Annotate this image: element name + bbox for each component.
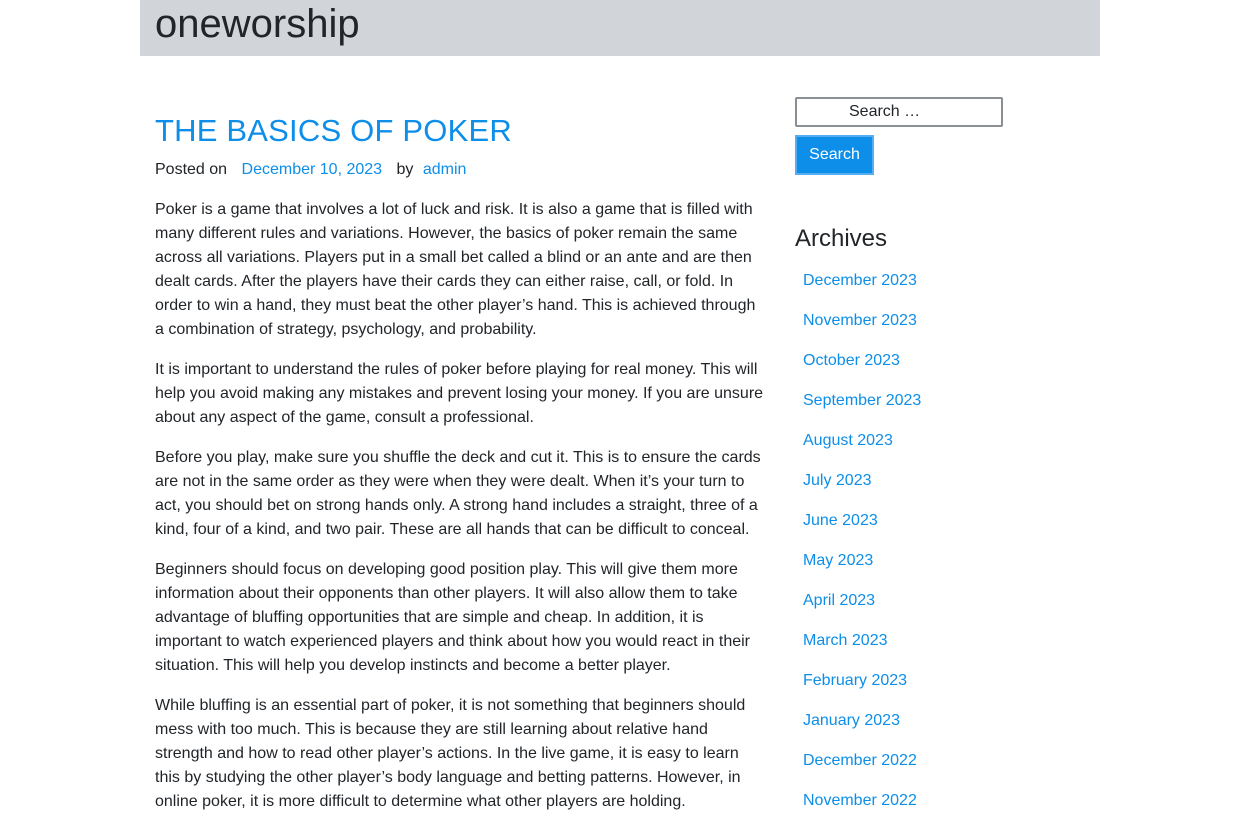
archive-link[interactable]: September 2023 (803, 392, 922, 409)
search-input[interactable] (849, 102, 999, 122)
post-paragraph: Before you play, make sure you shuffle the deck and cut it. This is to ensure the cards are not in the same order as they were when they were dealt. When it’s your turn to act, you should bet on strong hands only. A strong hand includes a straight, three of a kind, four of a kind, and two pair. These are all hands that can be difficult to conceal. (155, 449, 761, 538)
post-title-link[interactable]: THE BASICS OF POKER (155, 113, 512, 148)
archive-link[interactable]: May 2023 (803, 552, 874, 569)
post-meta (155, 158, 765, 182)
post-body (155, 198, 765, 814)
archive-item (803, 589, 921, 629)
archive-item (803, 789, 921, 829)
archive-item (803, 429, 921, 469)
search-field[interactable] (795, 97, 1003, 127)
post-article (155, 108, 765, 814)
archive-item (803, 669, 921, 709)
posted-on-label: Posted on (155, 161, 228, 178)
main-content (155, 108, 765, 830)
archive-item (803, 309, 921, 349)
archive-link[interactable]: January 2023 (803, 712, 900, 729)
archive-link[interactable]: October 2023 (803, 352, 900, 369)
post-paragraph: It is important to understand the rules of poker before playing for real money. This will help you avoid making any mistakes and prevent losing your money. If you are unsure about any aspect of the game, consult a professional. (155, 361, 764, 426)
post-paragraph: While bluffing is an essential part of poker, it is not something that beginners should mess with too much. This is because they are still learning about relative hand strength and how to read other player’s actions. In the live game, it is easy to learn this by studying the other player’s body language and betting patterns. However, in online poker, it is more difficult to determine what other players are holding. (155, 697, 746, 810)
archive-item (803, 509, 921, 549)
archive-item (803, 389, 921, 429)
archive-link[interactable]: February 2023 (803, 672, 908, 689)
archive-item (803, 549, 921, 589)
archive-link[interactable]: November 2023 (803, 312, 917, 329)
site-title-link[interactable]: oneworship (155, 2, 360, 46)
post-title (155, 108, 765, 154)
archive-item (803, 709, 921, 749)
archives-heading: Archives (795, 225, 888, 252)
archive-link[interactable]: March 2023 (803, 632, 888, 649)
archive-item (803, 349, 921, 389)
archive-item (803, 749, 921, 789)
site-header (140, 0, 1100, 56)
archive-item (803, 269, 921, 309)
archive-link[interactable]: June 2023 (803, 512, 878, 529)
archive-link[interactable]: August 2023 (803, 432, 893, 449)
post-paragraph: Poker is a game that involves a lot of luck and risk. It is also a game that is filled with many different rules and variations. However, the basics of poker remain the same across all variations. Players put in a small bet called a blind or an ante and are then dealt cards. After the players have their cards they can either raise, call, or fold. In order to win a hand, they must beat the other player’s hand. This is achieved through a combination of strategy, psychology, and probability. (155, 201, 756, 338)
archive-link[interactable]: December 2022 (803, 752, 917, 769)
archive-link[interactable]: April 2023 (803, 592, 876, 609)
archive-link[interactable]: December 2023 (803, 272, 917, 289)
archive-link[interactable]: November 2022 (803, 792, 917, 809)
post-paragraph: Beginners should focus on developing good position play. This will give them more information about their opponents than other players. It will also allow them to take advantage of bluffing opportunities that are simple and cheap. In addition, it is important to watch experienced players and think about how you would react in their situation. This will help you develop instincts and become a better player. (155, 561, 751, 674)
archive-item (803, 469, 921, 509)
post-date-link[interactable]: December 10, 2023 (241, 161, 383, 178)
archive-link[interactable]: July 2023 (803, 472, 872, 489)
post-author-link[interactable]: admin (422, 161, 467, 178)
by-label: by (396, 161, 414, 178)
search-button[interactable]: Search (795, 135, 874, 175)
archive-item (803, 629, 921, 669)
archives-list (803, 269, 921, 829)
